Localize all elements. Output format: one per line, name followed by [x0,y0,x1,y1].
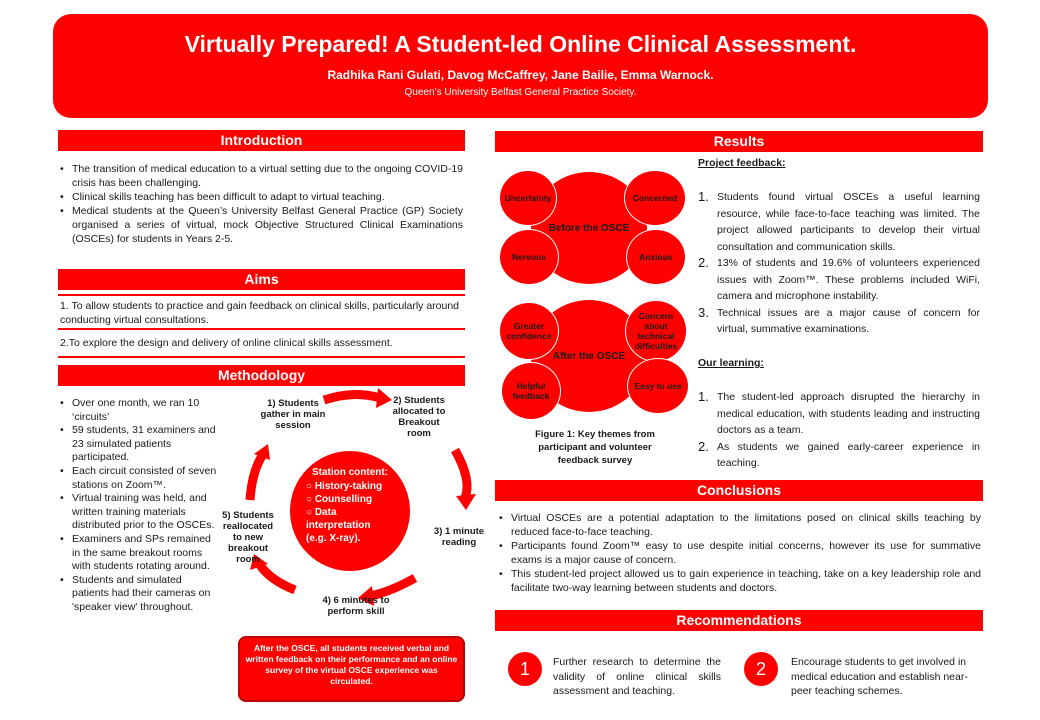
list-item: 2. As students we gained early-career experience in teaching. [698,438,980,469]
theme-easy-to-use: Easy to use [627,358,689,414]
station-content-circle [290,451,410,571]
our-learning-heading: Our learning: [698,357,764,369]
recommendation-2-number: 2 [744,652,778,686]
our-learning-list [698,389,980,472]
list-item: • Participants found Zoom™ easy to use despite initial concerns, however its use for summative exams is a major cause of concern. [497,539,981,567]
list-item: 1. The student-led approach disrupted the hierarchy in medical education, with students leading and instructing doctors as a team. [698,389,980,436]
conclusions-heading: Conclusions [495,480,983,501]
list-item: • The transition of medical education to a virtual setting due to the ongoing COVID-19 crisis has been challenging. [58,162,463,190]
divider [58,294,465,296]
poster-header [53,14,988,118]
list-item: • Virtual OSCEs are a potential adaptation to the limitations posed on clinical skills teaching by reduced face-to-face teaching. [497,511,981,539]
list-item: • Medical students at the Queen’s University Belfast General Practice (GP) Society organised a series of virtual, mock Objective Structured Clinical Examinations (OSCEs) for students in Years 2-5. [58,204,463,246]
list-item: • Examiners and SPs remained in the same breakout rooms with students rotating around. [58,533,218,574]
theme-anxious: Anxious [626,229,686,285]
aim-item-2: 2.To explore the design and delivery of online clinical skills assessment. [60,337,393,349]
cycle-step-3: 3) 1 minute reading [433,526,485,548]
aims-heading: Aims [58,269,465,290]
project-feedback-list [698,189,980,338]
before-osce-center: Before the OSCE [531,172,647,284]
list-item: • This student-led project allowed us to gain experience in teaching, take on a key leadership role and facilitate two-way learning between students and doctors. [497,567,981,595]
figure-caption: Figure 1: Key themes from participant and volunteer feedback survey [535,429,655,466]
theme-concerned: Concerned [624,170,686,226]
theme-greater-confidence: Greater confidence [499,302,559,360]
recommendation-2-text: Encourage students to get involved in medical education and establish near-peer teaching schemes. [791,656,968,697]
list-item: 1. Students found virtual OSCEs a useful learning resource, while face-to-face teaching was limited. The project allowed participants to develop their virtual consultation and communication skills. [698,189,980,253]
cycle-step-1: 1) Students gather in main session [260,398,326,431]
list-item: ○ History-taking [306,481,383,492]
list-item: • Students and simulated patients had their cameras on 'speaker view' throughout. [58,574,218,615]
divider [58,328,465,330]
poster-title: Virtually Prepared! A Student-led Online Clinical Assessment. [184,31,857,57]
cycle-step-5: 5) Students reallocated to new breakout room [222,510,274,565]
list-item: • Over one month, we ran 10 ‘circuits’ [58,397,218,424]
project-feedback-heading: Project feedback: [698,157,786,169]
list-item: ○ Data interpretation (e.g. X-ray). [306,507,371,544]
methodology-list [58,397,218,615]
recommendation-1-number: 1 [508,652,542,686]
poster-affiliation: Queen’s University Belfast General Practice Society. [404,87,637,98]
list-item: • Each circuit consisted of seven stations on Zoom™. [58,465,218,492]
aim-item-1: 1. To allow students to practice and gain feedback on clinical skills, particularly around conducting virtual consultations. [60,300,460,326]
list-item: ○ Counselling [306,494,373,505]
poster-authors: Radhika Rani Gulati, Davog McCaffrey, Jane Bailie, Emma Warnock. [327,68,714,82]
recommendation-1-text: Further research to determine the validity of online clinical skills assessment and teaching. [553,656,721,697]
results-heading: Results [495,131,983,152]
theme-helpful-feedback: Helpful feedback [501,362,561,420]
list-item: 3. Technical issues are a major cause of concern for virtual, summative examinations. [698,304,980,335]
list-item: 2. 13% of students and 19.6% of volunteers experienced issues with Zoom™. These problems included WiFi, camera and microphone instability. [698,255,980,302]
list-item: • 59 students, 31 examiners and 23 simulated patients participated. [58,424,218,465]
cycle-step-4: 4) 6 minutes to perform skill [322,595,390,617]
methodology-heading: Methodology [58,365,465,386]
conclusions-list [497,511,981,595]
theme-nervous: Nervous [499,229,559,285]
introduction-list [58,162,463,246]
after-osce-center: After the OSCE [531,300,647,412]
theme-uncertainty: Uncertainty [499,170,557,226]
cycle-step-2: 2) Students allocated to Breakout room [392,395,446,439]
introduction-heading: Introduction [58,130,465,151]
station-title: Station content: [311,467,389,478]
station-list [306,480,410,545]
list-item: • Virtual training was held, and written training materials distributed prior to the OSCEs. [58,492,218,533]
list-item: • Clinical skills teaching has been difficult to adapt to virtual teaching. [58,190,463,204]
theme-technical-concern: Concern about technical difficulties [625,300,687,362]
recommendations-heading: Recommendations [495,610,983,631]
feedback-note: After the OSCE, all students received verbal and written feedback on their performance and an online survey of the virtual OSCE experience was circulated. [238,636,465,702]
divider [58,356,465,358]
